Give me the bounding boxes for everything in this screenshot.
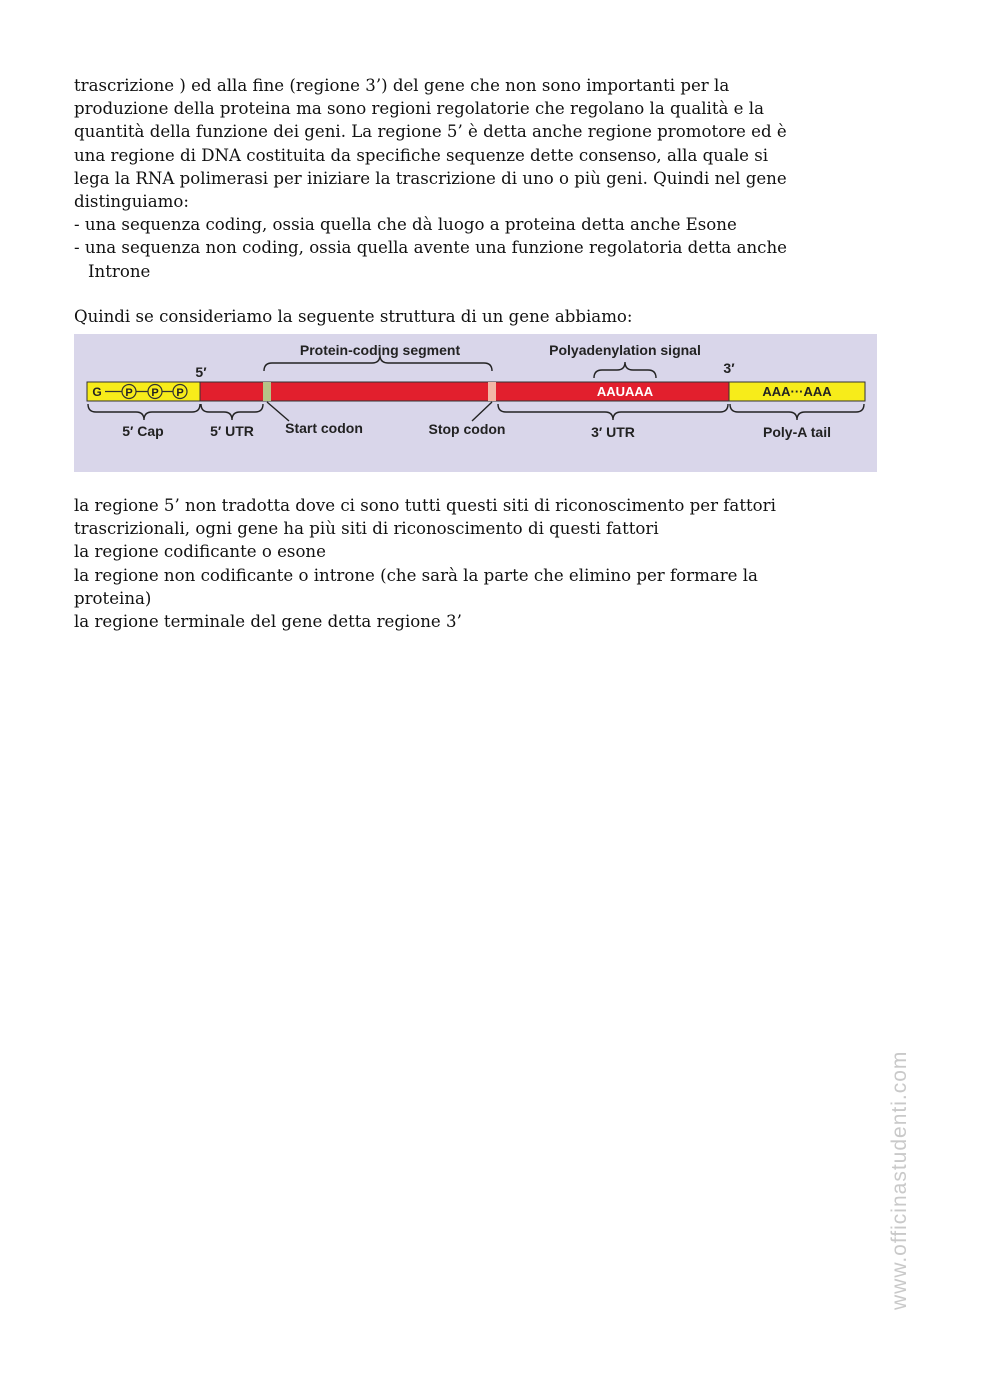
phosphate-label: P xyxy=(125,387,133,399)
mrna-diagram xyxy=(74,334,877,472)
text-line: una regione di DNA costituita da specifiche sequenze dette consenso, alla quale si xyxy=(74,145,769,165)
list-item-continuation: Introne xyxy=(88,261,151,281)
text-line: distinguiamo: xyxy=(74,191,189,211)
poly-a-tail-label: Poly-A tail xyxy=(763,424,831,440)
watermark-text: www.officinastudenti.com xyxy=(888,1050,911,1310)
text-line: trascrizione ) ed alla fine (regione 3’) del gene che non sono importanti per la xyxy=(74,76,730,95)
aauaaa-sequence: AAUAAA xyxy=(596,384,654,399)
start-codon-marker xyxy=(263,382,271,401)
five-prime-label: 5′ xyxy=(195,364,207,380)
stop-codon-label: Stop codon xyxy=(428,421,506,437)
text-line: proteina) xyxy=(74,588,152,608)
text-line: la regione 5’ non tradotta dove ci sono tutti questi siti di riconoscimento per fattori xyxy=(74,496,776,515)
cap-guanine-label: G xyxy=(92,385,102,399)
poly-a-sequence: AAA···AAA xyxy=(762,384,832,399)
utr3-label: 3′ UTR xyxy=(591,424,635,440)
text-line: lega la RNA polimerasi per iniziare la trascrizione di uno o più geni. Quindi nel gene xyxy=(74,168,787,188)
phosphate-label: P xyxy=(176,387,184,399)
text-line: quantità della funzione dei geni. La regione 5’ è detta anche regione promotore ed è xyxy=(74,122,787,142)
text-line: la regione terminale del gene detta regione 3’ xyxy=(74,611,462,631)
cap-label: 5′ Cap xyxy=(122,423,164,439)
protein-coding-segment-label: Protein-coding segment xyxy=(299,342,461,358)
figure-intro-text xyxy=(74,305,914,328)
list-item-non-coding: - una sequenza non coding, ossia quella avente una funzione regolatoria detta anche xyxy=(74,238,787,258)
intro-paragraph xyxy=(74,74,914,283)
polyadenylation-signal-label: Polyadenylation signal xyxy=(549,342,701,358)
three-prime-label: 3′ xyxy=(723,360,735,376)
text-line: trascrizionali, ogni gene ha più siti di riconoscimento di questi fattori xyxy=(74,519,659,539)
regions-description xyxy=(74,494,914,633)
figure-background xyxy=(74,334,877,472)
stop-codon-marker xyxy=(488,382,496,401)
utr5-label: 5′ UTR xyxy=(210,423,254,439)
text-line: la regione codificante o esone xyxy=(74,542,326,562)
text-line: la regione non codificante o introne (che sarà la parte che elimino per formare la xyxy=(74,565,758,585)
text-line: produzione della proteina ma sono regioni regolatorie che regolano la qualità e la xyxy=(74,99,764,119)
mrna-structure-figure xyxy=(74,334,877,472)
phosphate-label: P xyxy=(151,387,159,399)
text-line: Quindi se consideriamo la seguente struttura di un gene abbiamo: xyxy=(74,307,633,326)
list-item-coding: - una sequenza coding, ossia quella che dà luogo a proteina detta anche Esone xyxy=(74,215,737,235)
start-codon-label: Start codon xyxy=(285,420,363,436)
